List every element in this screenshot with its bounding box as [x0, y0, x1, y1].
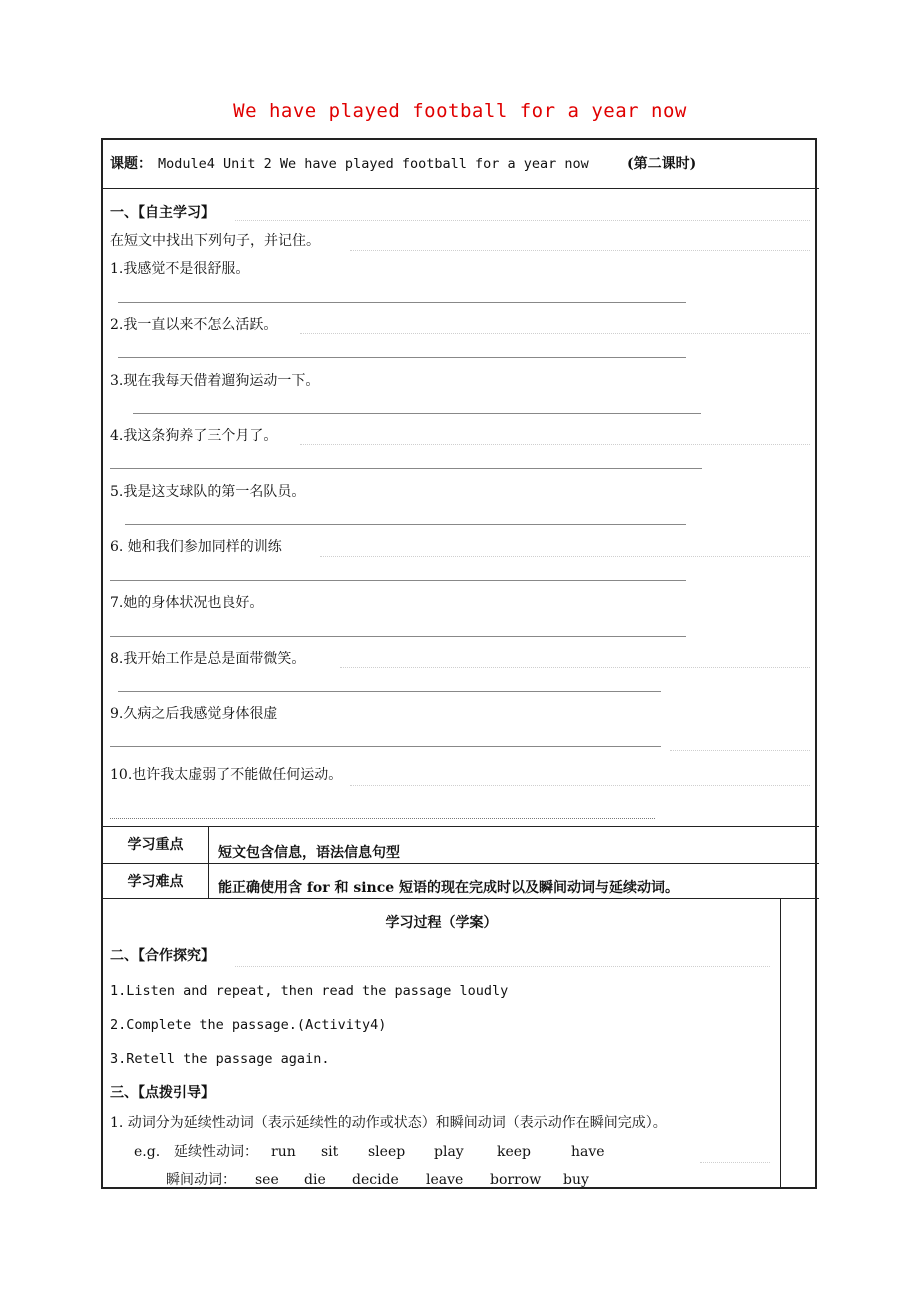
dotted-rule — [340, 667, 810, 668]
section1-heading: 一、【自主学习】 — [110, 205, 215, 221]
answer-line[interactable] — [110, 746, 661, 747]
momentary-label: 瞬间动词： — [166, 1172, 236, 1188]
list-item: 8.我开始工作是总是面带微笑。 — [110, 651, 306, 667]
durative-word: keep — [497, 1144, 532, 1160]
durative-label: 延续性动词： — [174, 1144, 258, 1160]
durative-word: sit — [321, 1144, 339, 1160]
momentary-word: buy — [563, 1172, 589, 1188]
answer-line[interactable] — [118, 302, 686, 303]
eg-label: e.g. — [134, 1144, 161, 1160]
row-divider — [101, 188, 819, 189]
dotted-rule — [235, 966, 770, 967]
column-divider — [780, 898, 781, 1189]
momentary-word: borrow — [490, 1172, 542, 1188]
column-divider — [208, 826, 209, 898]
list-item: 1.Listen and repeat, then read the passage loudly — [110, 983, 509, 999]
answer-line[interactable] — [125, 524, 686, 525]
process-heading: 学习过程（学案） — [385, 915, 498, 931]
answer-line[interactable] — [110, 818, 655, 819]
list-item: 7.她的身体状况也良好。 — [110, 595, 264, 611]
dotted-rule — [320, 556, 810, 557]
topic-lesson: (第二课时) — [627, 156, 697, 172]
dotted-rule — [670, 750, 810, 751]
section1-instruction: 在短文中找出下列句子，并记住。 — [110, 233, 320, 249]
list-item: 2.Complete the passage.(Activity4) — [110, 1017, 387, 1033]
dotted-rule — [300, 444, 810, 445]
list-item: 5.我是这支球队的第一名队员。 — [110, 484, 306, 500]
durative-word: run — [271, 1144, 296, 1160]
answer-line[interactable] — [110, 580, 686, 581]
difficulty-label: 学习难点 — [127, 874, 184, 890]
dotted-rule — [300, 333, 810, 334]
list-item: 4.我这条狗养了三个月了。 — [110, 428, 278, 444]
document-title: We have played football for a year now — [233, 100, 687, 122]
answer-line[interactable] — [133, 413, 701, 414]
dotted-rule — [235, 220, 810, 221]
momentary-word: leave — [426, 1172, 464, 1188]
topic-text: Module4 Unit 2 We have played football for a year now — [158, 156, 589, 172]
momentary-word: see — [255, 1172, 279, 1188]
answer-line[interactable] — [118, 357, 686, 358]
durative-word: have — [571, 1144, 605, 1160]
answer-line[interactable] — [118, 691, 661, 692]
difficulty-value: 能正确使用含 for 和 since 短语的现在完成时以及瞬间动词与延续动词。 — [218, 880, 680, 896]
answer-line[interactable] — [110, 468, 702, 469]
topic-label: 课题： — [110, 156, 152, 172]
list-item: 1.我感觉不是很舒服。 — [110, 261, 250, 277]
row-divider — [101, 898, 819, 899]
answer-line[interactable] — [110, 636, 686, 637]
section2-heading: 二、【合作探究】 — [110, 948, 215, 964]
focus-label: 学习重点 — [127, 837, 184, 853]
list-item: 9.久病之后我感觉身体很虚 — [110, 706, 278, 722]
dotted-rule — [350, 250, 810, 251]
section3-heading: 三、【点拨引导】 — [110, 1085, 215, 1101]
dotted-rule — [350, 785, 810, 786]
list-item: 2.我一直以来不怎么活跃。 — [110, 317, 278, 333]
grammar-point: 1. 动词分为延续性动词（表示延续性的动作或状态）和瞬间动词（表示动作在瞬间完成）。 — [110, 1115, 667, 1131]
list-item: 6. 她和我们参加同样的训练 — [110, 539, 282, 555]
list-item: 10.也许我太虚弱了不能做任何运动。 — [110, 767, 343, 783]
list-item: 3.现在我每天借着遛狗运动一下。 — [110, 373, 320, 389]
momentary-word: die — [304, 1172, 326, 1188]
list-item: 3.Retell the passage again. — [110, 1051, 330, 1067]
focus-value: 短文包含信息，语法信息句型 — [218, 845, 400, 861]
momentary-word: decide — [352, 1172, 399, 1188]
durative-word: sleep — [368, 1144, 406, 1160]
durative-word: play — [434, 1144, 464, 1160]
dotted-rule — [700, 1162, 770, 1163]
